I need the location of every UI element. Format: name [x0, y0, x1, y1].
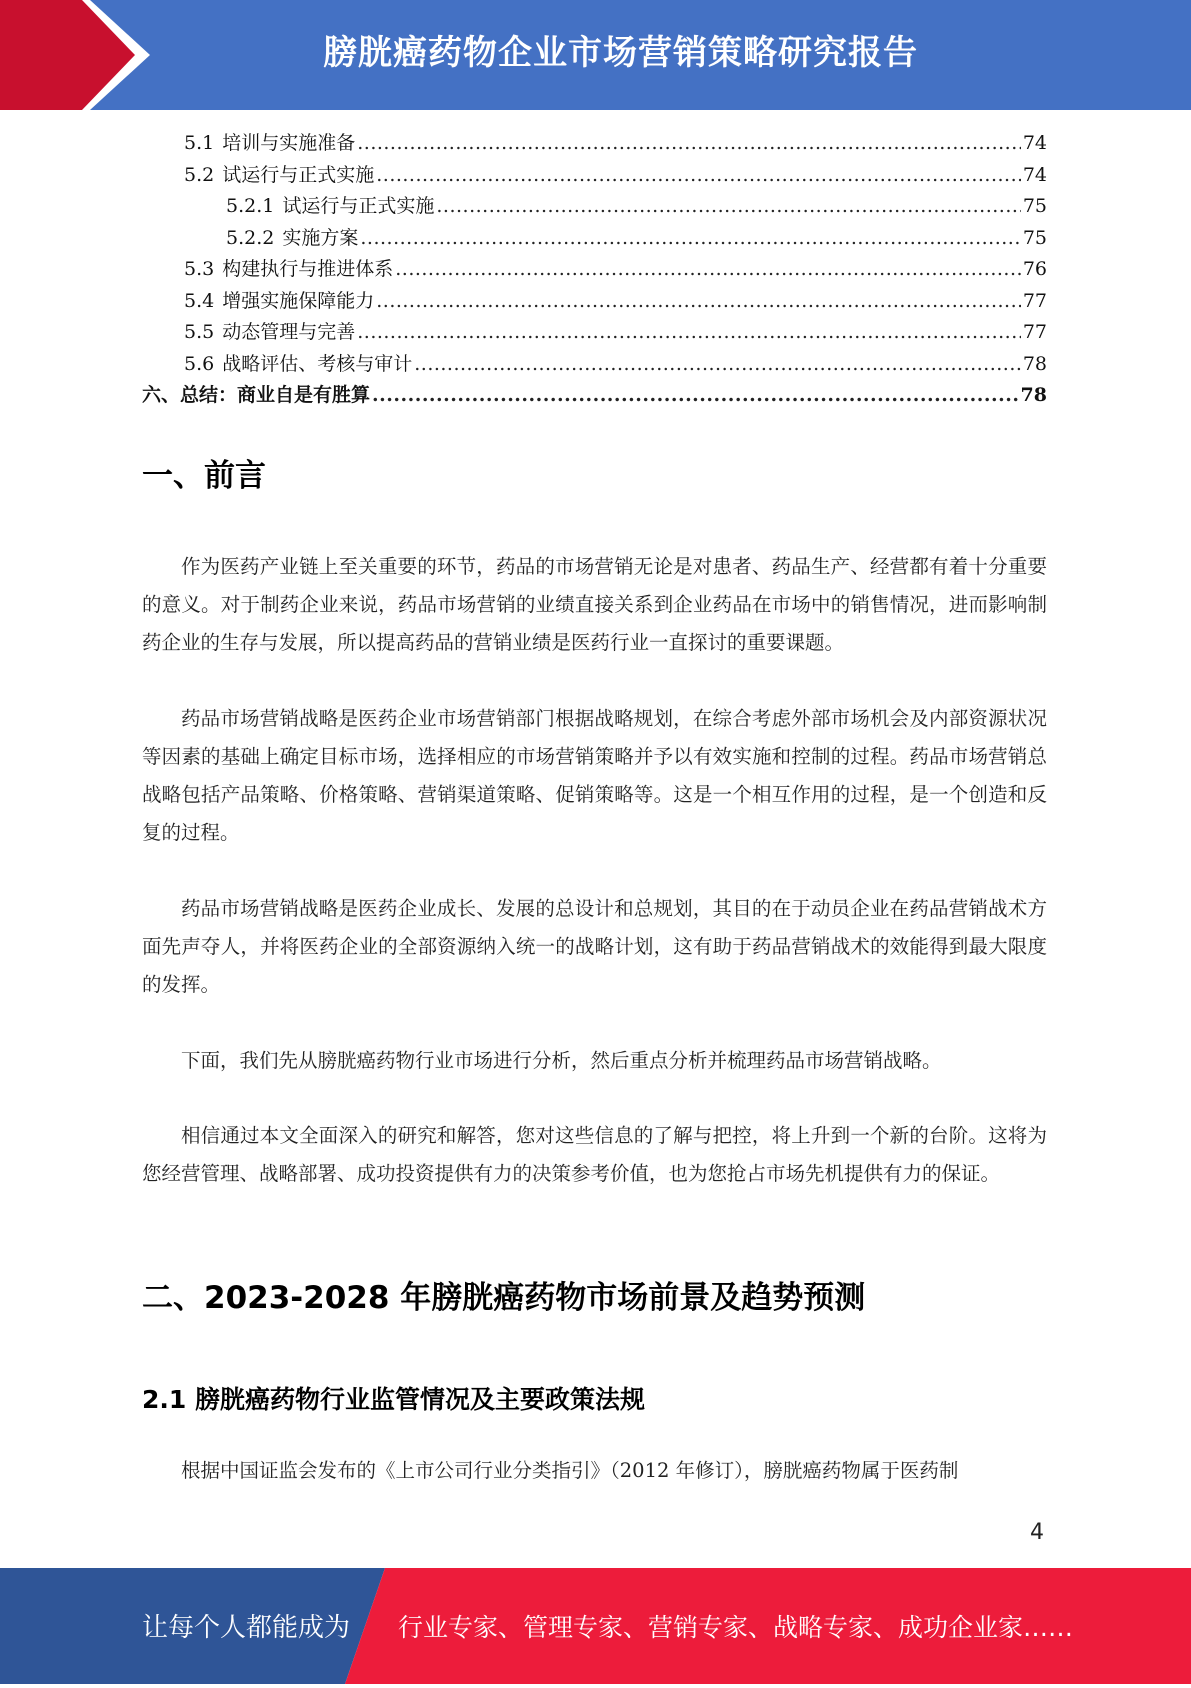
toc-entry-label: 试运行与正式实施: [282, 195, 435, 217]
toc-entry-page: 78: [1020, 384, 1047, 406]
table-of-contents: [142, 128, 1047, 412]
toc-entry[interactable]: [142, 317, 1047, 349]
paragraph: 下面，我们先从膀胱癌药物行业市场进行分析，然后重点分析并梳理药品市场营销战略。: [181, 1049, 942, 1072]
toc-entry-label: 试运行与正式实施: [222, 163, 375, 186]
toc-entry-page: 74: [1022, 132, 1047, 154]
toc-entry-number: 5.6: [184, 352, 215, 375]
section-heading-preface: 一、前言: [142, 458, 266, 494]
page-number: 4: [1030, 1520, 1044, 1545]
toc-entry-number: 5.2.2: [226, 226, 275, 249]
paragraph: 相信通过本文全面深入的研究和解答，您对这些信息的了解与把控，将上升到一个新的台阶。这将为您经营管理、战略部署、成功投资提供有力的决策参考价值，也为您抢占市场先机提供有力的保证。: [142, 1124, 1047, 1185]
toc-entry-label: 六、总结：商业自是有胜算: [142, 384, 371, 406]
toc-entry-label: 战略评估、考核与审计: [222, 352, 413, 375]
toc-entry-number: 5.5: [184, 321, 215, 343]
toc-entry-label: 增强实施保障能力: [222, 289, 375, 312]
toc-entry[interactable]: [142, 160, 1047, 192]
toc-entry-label: 培训与实施准备: [222, 132, 356, 154]
toc-entry-page: 77: [1022, 321, 1047, 343]
toc-entry[interactable]: [142, 380, 1047, 412]
toc-entry-label: 构建执行与推进体系: [222, 258, 394, 280]
toc-entry[interactable]: [142, 349, 1047, 381]
toc-leader-dots: [436, 191, 1020, 223]
paragraph: 根据中国证监会发布的《上市公司行业分类指引》（2012 年修订），膀胱癌药物属于医药制: [181, 1459, 959, 1482]
paragraph: 药品市场营销战略是医药企业市场营销部门根据战略规划，在综合考虑外部市场机会及内部资源状况等因素的基础上确定目标市场，选择相应的市场营销策略并予以有效实施和控制的过程。药品市场营销总战略包括产品策略、价格策略、营销渠道策略、促销策略等。这是一个相互作用的过程，是一个创造和反复的过程。: [142, 707, 1047, 844]
report-title: 膀胱癌药物企业市场营销策略研究报告: [323, 33, 918, 73]
toc-entry-number: 5.3: [184, 258, 215, 280]
toc-entry-page: 77: [1022, 289, 1047, 312]
toc-leader-dots: [357, 128, 1021, 160]
paragraph: 作为医药产业链上至关重要的环节，药品的市场营销无论是对患者、药品生产、经营都有着十分重要的意义。对于制药企业来说，药品市场营销的业绩直接关系到企业药品在市场中的销售情况，进而影响制药企业的生存与发展，所以提高药品的营销业绩是医药行业一直探讨的重要课题。: [142, 555, 1047, 654]
page-header: [0, 0, 1191, 110]
subsection-heading: 2.1 膀胱癌药物行业监管情况及主要政策法规: [142, 1385, 645, 1414]
toc-entry-number: 5.2.1: [226, 195, 275, 217]
toc-entry-page: 75: [1022, 226, 1047, 249]
toc-entry-page: 75: [1022, 195, 1047, 217]
toc-entry-number: 5.4: [184, 289, 215, 312]
toc-leader-dots: [360, 223, 1020, 255]
toc-entry-page: 76: [1022, 258, 1047, 280]
toc-entry-page: 74: [1022, 163, 1047, 186]
footer-slogan-right: 行业专家、管理专家、营销专家、战略专家、成功企业家……: [398, 1613, 1074, 1642]
toc-leader-dots: [414, 349, 1021, 381]
toc-entry-label: 实施方案: [282, 226, 359, 249]
toc-entry[interactable]: [142, 254, 1047, 286]
toc-leader-dots: [376, 160, 1021, 192]
toc-leader-dots: [372, 380, 1019, 412]
toc-leader-dots: [376, 286, 1021, 318]
page-footer: [0, 1568, 1191, 1684]
toc-entry-number: 5.2: [184, 163, 215, 186]
toc-leader-dots: [357, 317, 1021, 349]
toc-entry[interactable]: [142, 286, 1047, 318]
toc-entry[interactable]: [142, 223, 1047, 255]
paragraph: 药品市场营销战略是医药企业成长、发展的总设计和总规划，其目的在于动员企业在药品营销战术方面先声夺人，并将医药企业的全部资源纳入统一的战略计划，这有助于药品营销战术的效能得到最大限度的发挥。: [142, 897, 1047, 996]
toc-entry[interactable]: [142, 128, 1047, 160]
toc-entry-number: 5.1: [184, 132, 215, 154]
toc-entry-page: 78: [1022, 352, 1047, 375]
toc-entry[interactable]: [142, 191, 1047, 223]
footer-slogan-left: 让每个人都能成为: [142, 1613, 351, 1643]
toc-entry-label: 动态管理与完善: [222, 321, 356, 343]
section-heading-forecast: 二、2023-2028 年膀胱癌药物市场前景及趋势预测: [142, 1280, 866, 1316]
toc-leader-dots: [395, 254, 1021, 286]
